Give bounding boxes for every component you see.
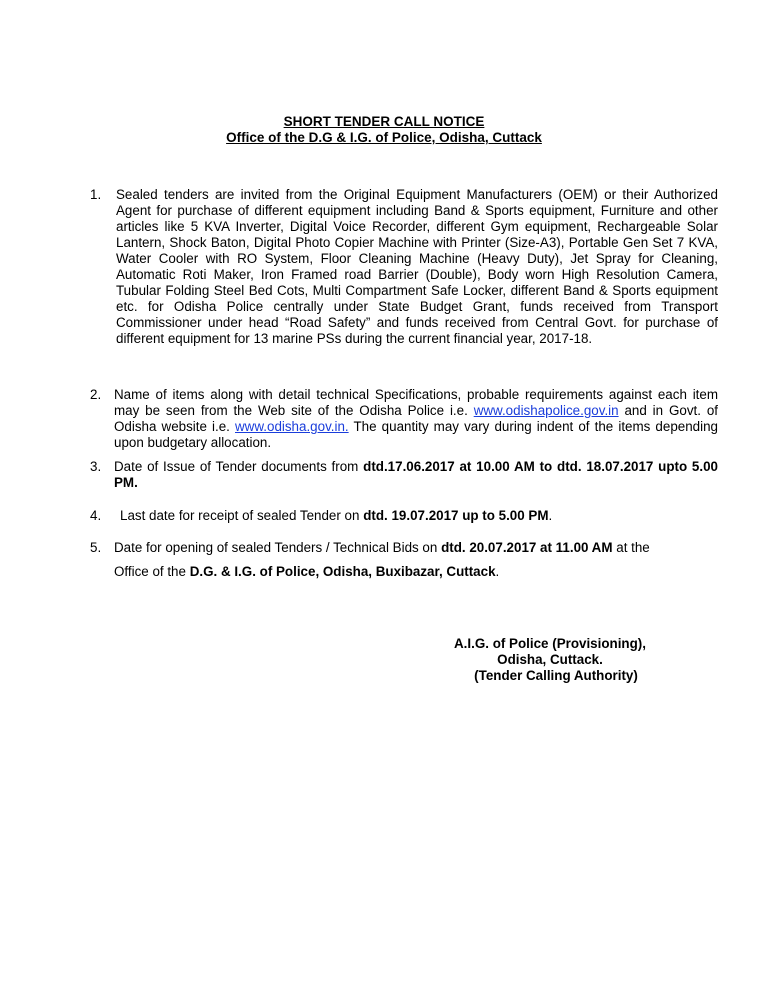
opening-date: dtd. 20.07.2017 at 11.00 AM bbox=[441, 540, 613, 555]
item-text: Sealed tenders are invited from the Original Equipment Manufacturers (OEM) or their Authorized Agent for purchase of different equipment including Band & Sports equipment, Furniture and other articles like 5 KVA Inverter, Digital Voice Recorder, different Gym equipment, Rechargeable Solar Lantern, Shock Baton, Digital Photo Copier Machine with Printer (Size-A3), Portable Gen Set 7 KVA, Water Cooler with RO System, Floor Cleaning Machine (Heavy Duty), Jet Spray for Cleaning, Automatic Roti Maker, Iron Framed road Barrier (Double), Body worn High Resolution Camera, Tubular Folding Steel Bed Cots, Multi Compartment Safe Locker, different Band & Sports equipment etc. for Odisha Police centrally under State Budget Grant, funds received from Transport Commissioner under head “Road Safety” and funds received from Central Govt. for purchase of different equipment for 13 marine PSs during the current financial year, 2017-18. bbox=[116, 187, 718, 346]
item-text-part: Last date for receipt of sealed Tender on bbox=[120, 508, 360, 523]
item-text-part: and in Govt. of Odisha website i.e. bbox=[114, 403, 718, 434]
item-number: 1. bbox=[90, 187, 102, 202]
list-item bbox=[90, 187, 718, 347]
item-number: 3. bbox=[90, 459, 102, 474]
item-text-part: Office of the bbox=[114, 564, 186, 579]
opening-venue: D.G. & I.G. of Police, Odisha, Buxibazar, Cuttack bbox=[189, 564, 496, 579]
list-item bbox=[90, 387, 718, 451]
list-item bbox=[90, 459, 718, 491]
item-text-part: Name of items along with detail technical Specifications, probable requirements against each item may be seen from the Web site of the Odisha Police i.e. bbox=[114, 387, 718, 418]
item-text-line bbox=[114, 564, 718, 580]
odisha-govt-website-link[interactable]: www.odisha.gov.in. bbox=[235, 419, 349, 434]
item-text bbox=[114, 540, 718, 580]
list-item bbox=[90, 540, 718, 580]
item-text bbox=[114, 387, 718, 451]
signature-location: Odisha, Cuttack. bbox=[497, 652, 603, 667]
item-text-end: . bbox=[548, 508, 553, 523]
item-text-part: at the bbox=[616, 540, 650, 555]
item-number: 5. bbox=[90, 540, 102, 555]
item-number: 4. bbox=[90, 508, 102, 523]
item-text bbox=[120, 508, 718, 524]
item-text-part: Date for opening of sealed Tenders / Technical Bids on bbox=[114, 540, 438, 555]
item-number: 2. bbox=[90, 387, 102, 402]
item-text-part: The quantity may vary during indent of the items depending upon budgetary allocation. bbox=[114, 419, 718, 450]
odisha-police-website-link[interactable]: www.odishapolice.gov.in bbox=[473, 403, 619, 418]
signature-designation: A.I.G. of Police (Provisioning), bbox=[454, 636, 646, 651]
notice-subtitle: Office of the D.G & I.G. of Police, Odisha, Cuttack bbox=[226, 130, 542, 145]
signature-role: (Tender Calling Authority) bbox=[474, 668, 638, 683]
item-text bbox=[114, 459, 718, 491]
issue-dates: dtd.17.06.2017 at 10.00 AM to dtd. 18.07.2017 upto 5.00 PM. bbox=[114, 459, 718, 490]
list-item bbox=[90, 508, 718, 524]
notice-title: SHORT TENDER CALL NOTICE bbox=[283, 114, 485, 129]
item-text-part: Date of Issue of Tender documents from bbox=[114, 459, 359, 474]
last-receipt-date: dtd. 19.07.2017 up to 5.00 PM bbox=[363, 508, 549, 523]
item-text-end: . bbox=[495, 564, 500, 579]
